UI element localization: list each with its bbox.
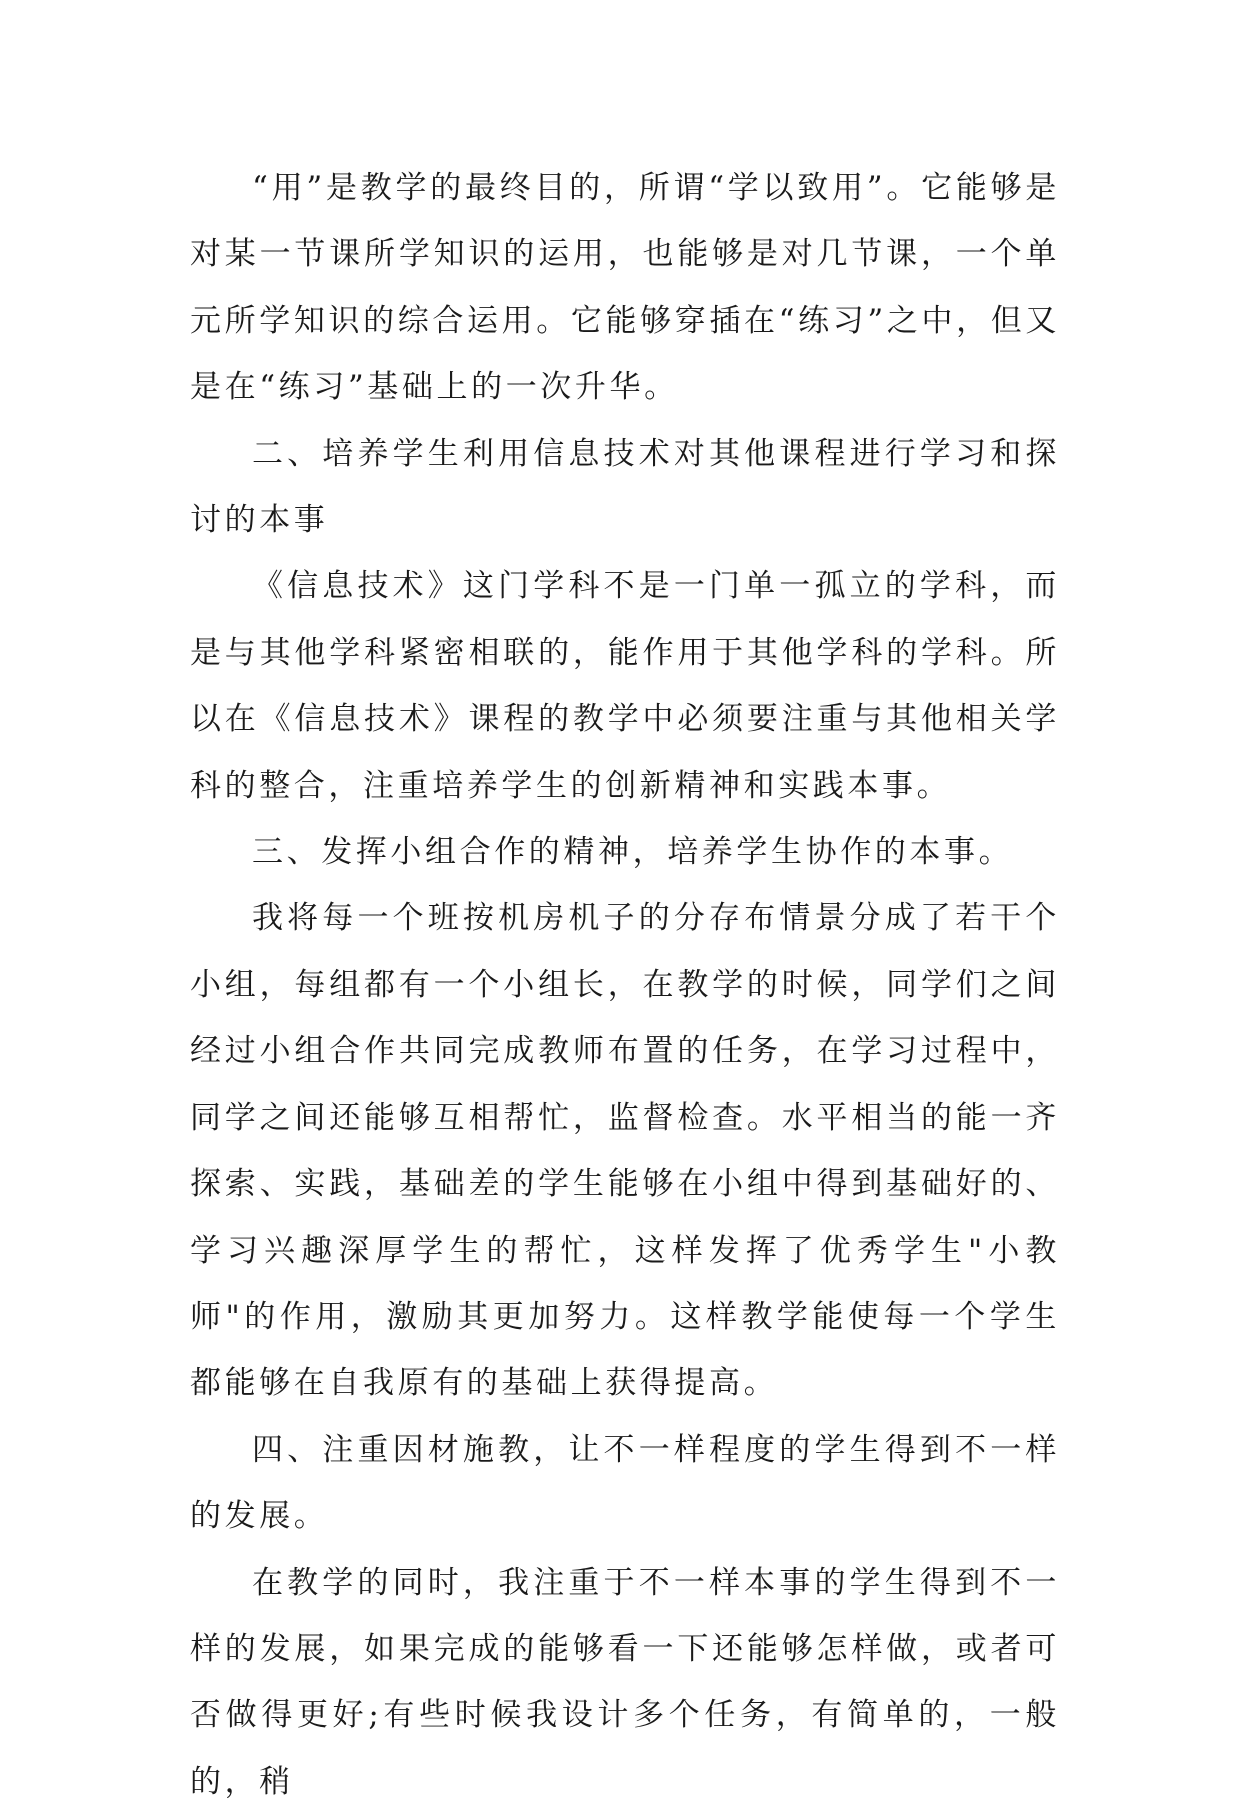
document-body [190,155,1060,1815]
heading-section-2: 二、培养学生利用信息技术对其他课程进行学习和探讨的本事 [190,435,1060,539]
heading-section-4: 四、注重因材施教，让不一样程度的学生得到不一样的发展。 [190,1431,1060,1535]
paragraph-differentiation: 在教学的同时，我注重于不一样本事的学生得到不一样的发展，如果完成的能够看一下还能够怎样做，或者可否做得更好;有些时候我设计多个任务，有简单的，一般的，稍 [190,1564,1060,1800]
paragraph-application: “用”是教学的最终目的，所谓“学以致用”。它能够是对某一节课所学知识的运用，也能够是对几节课，一个单元所学知识的综合运用。它能够穿插在“练习”之中，但又是在“练习”基础上的一次升华。 [190,170,1060,406]
paragraph-group-work: 我将每一个班按机房机子的分存布情景分成了若干个小组，每组都有一个小组长，在教学的时候，同学们之间经过小组合作共同完成教师布置的任务，在学习过程中，同学之间还能够互相帮忙，监督检查。水平相当的能一齐探索、实践，基础差的学生能够在小组中得到基础好的、学习兴趣深厚学生的帮忙，这样发挥了优秀学生"小教师"的作用，激励其更加努力。这样教学能使每一个学生都能够在自我原有的基础上获得提高。 [190,900,1060,1402]
heading-section-3: 三、发挥小组合作的精神，培养学生协作的本事。 [252,834,1014,871]
paragraph-integration: 《信息技术》这门学科不是一门单一孤立的学科，而是与其他学科紧密相联的，能作用于其他学科的学科。所以在《信息技术》课程的教学中必须要注重与其他相关学科的整合，注重培养学生的创新精神和实践本事。 [190,568,1060,804]
